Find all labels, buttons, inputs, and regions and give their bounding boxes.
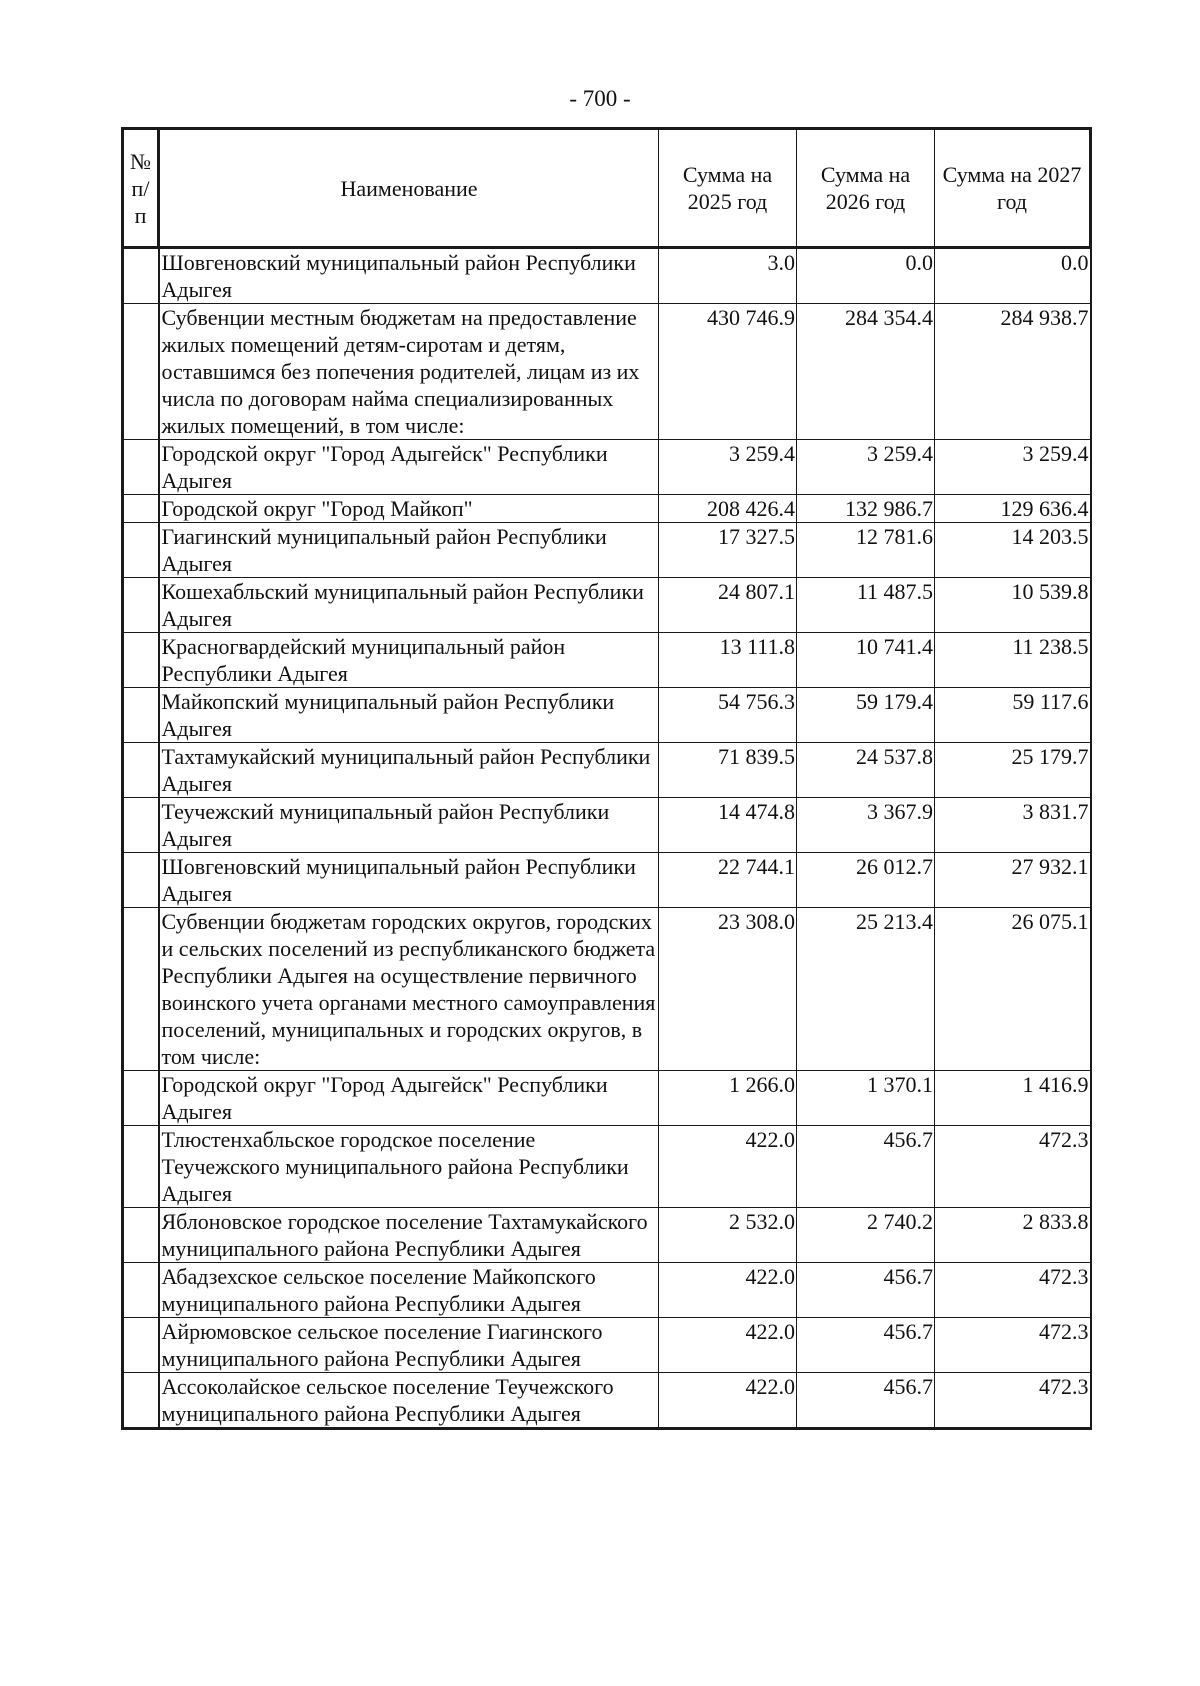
row-number [123, 495, 159, 523]
row-sum-2026: 456.7 [797, 1373, 935, 1429]
row-sum-2027: 2 833.8 [935, 1208, 1091, 1263]
row-sum-2026: 132 986.7 [797, 495, 935, 523]
table-row [123, 908, 1091, 1071]
row-sum-2027: 59 117.6 [935, 688, 1091, 743]
row-sum-2027: 472.3 [935, 1126, 1091, 1208]
header-sum-2025: Сумма на 2025 год [659, 129, 797, 248]
table-row [123, 1071, 1091, 1126]
page-number: - 700 - [569, 86, 631, 111]
row-sum-2027: 472.3 [935, 1263, 1091, 1318]
table-row [123, 495, 1091, 523]
row-number [123, 688, 159, 743]
row-sum-2026: 10 741.4 [797, 633, 935, 688]
row-sum-2027: 284 938.7 [935, 304, 1091, 440]
row-name: Гиагинский муниципальный район Республики Адыгея [159, 523, 659, 578]
row-sum-2025: 422.0 [659, 1126, 797, 1208]
row-sum-2027: 472.3 [935, 1318, 1091, 1373]
row-name: Яблоновское городское поселение Тахтамукайского муниципального района Республики Адыгея [159, 1208, 659, 1263]
row-sum-2027: 472.3 [935, 1373, 1091, 1429]
row-sum-2025: 1 266.0 [659, 1071, 797, 1126]
row-sum-2027: 129 636.4 [935, 495, 1091, 523]
row-sum-2025: 208 426.4 [659, 495, 797, 523]
row-sum-2027: 11 238.5 [935, 633, 1091, 688]
row-sum-2025: 13 111.8 [659, 633, 797, 688]
header-sum-2026: Сумма на 2026 год [797, 129, 935, 248]
row-sum-2025: 2 532.0 [659, 1208, 797, 1263]
row-number [123, 304, 159, 440]
budget-table [121, 127, 1092, 1430]
row-number [123, 440, 159, 495]
row-number [123, 908, 159, 1071]
table-row [123, 1373, 1091, 1429]
row-sum-2025: 422.0 [659, 1263, 797, 1318]
table-row [123, 1208, 1091, 1263]
row-sum-2027: 25 179.7 [935, 743, 1091, 798]
budget-table-container [121, 127, 1089, 1430]
table-row [123, 304, 1091, 440]
row-sum-2026: 2 740.2 [797, 1208, 935, 1263]
row-sum-2026: 284 354.4 [797, 304, 935, 440]
row-sum-2026: 456.7 [797, 1263, 935, 1318]
row-name: Тахтамукайский муниципальный район Республики Адыгея [159, 743, 659, 798]
table-row [123, 248, 1091, 304]
row-number [123, 1071, 159, 1126]
table-row [123, 688, 1091, 743]
row-name: Тлюстенхабльское городское поселение Теучежского муниципального района Республики Адыгея [159, 1126, 659, 1208]
row-number [123, 1126, 159, 1208]
row-name: Субвенции бюджетам городских округов, городских и сельских поселений из республиканского бюджета Республики Адыгея на осуществление первичного воинского учета органами местного самоуправления поселений, муниципальных и городских округов, в том числе: [159, 908, 659, 1071]
row-sum-2026: 456.7 [797, 1318, 935, 1373]
row-sum-2025: 24 807.1 [659, 578, 797, 633]
row-name: Шовгеновский муниципальный район Республики Адыгея [159, 853, 659, 908]
row-name: Майкопский муниципальный район Республики Адыгея [159, 688, 659, 743]
table-row [123, 853, 1091, 908]
row-name: Городской округ "Город Адыгейск" Республики Адыгея [159, 440, 659, 495]
row-sum-2027: 10 539.8 [935, 578, 1091, 633]
row-sum-2025: 422.0 [659, 1373, 797, 1429]
table-row [123, 523, 1091, 578]
header-name: Наименование [159, 129, 659, 248]
row-sum-2026: 1 370.1 [797, 1071, 935, 1126]
row-sum-2027: 1 416.9 [935, 1071, 1091, 1126]
row-sum-2027: 27 932.1 [935, 853, 1091, 908]
row-number [123, 1208, 159, 1263]
row-sum-2026: 12 781.6 [797, 523, 935, 578]
table-row [123, 578, 1091, 633]
row-sum-2027: 0.0 [935, 248, 1091, 304]
row-name: Теучежский муниципальный район Республики Адыгея [159, 798, 659, 853]
row-sum-2025: 54 756.3 [659, 688, 797, 743]
row-sum-2025: 17 327.5 [659, 523, 797, 578]
row-number [123, 1318, 159, 1373]
row-sum-2027: 14 203.5 [935, 523, 1091, 578]
row-number [123, 578, 159, 633]
row-number [123, 633, 159, 688]
row-name: Абадзехское сельское поселение Майкопского муниципального района Республики Адыгея [159, 1263, 659, 1318]
row-number [123, 798, 159, 853]
row-number [123, 1373, 159, 1429]
header-num: № п/п [123, 129, 159, 248]
table-row [123, 633, 1091, 688]
row-sum-2027: 3 259.4 [935, 440, 1091, 495]
row-sum-2025: 22 744.1 [659, 853, 797, 908]
row-sum-2025: 422.0 [659, 1318, 797, 1373]
row-sum-2026: 0.0 [797, 248, 935, 304]
row-sum-2025: 23 308.0 [659, 908, 797, 1071]
table-row [123, 743, 1091, 798]
row-name: Шовгеновский муниципальный район Республики Адыгея [159, 248, 659, 304]
row-sum-2027: 26 075.1 [935, 908, 1091, 1071]
row-sum-2025: 430 746.9 [659, 304, 797, 440]
table-row [123, 1126, 1091, 1208]
row-sum-2025: 3.0 [659, 248, 797, 304]
table-header-row [123, 129, 1091, 248]
row-sum-2026: 11 487.5 [797, 578, 935, 633]
header-sum-2027: Сумма на 2027 год [935, 129, 1091, 248]
row-sum-2026: 3 367.9 [797, 798, 935, 853]
row-sum-2025: 71 839.5 [659, 743, 797, 798]
table-row [123, 1318, 1091, 1373]
table-row [123, 798, 1091, 853]
row-sum-2026: 25 213.4 [797, 908, 935, 1071]
row-name: Айрюмовское сельское поселение Гиагинского муниципального района Республики Адыгея [159, 1318, 659, 1373]
row-sum-2026: 3 259.4 [797, 440, 935, 495]
row-number [123, 743, 159, 798]
row-name: Красногвардейский муниципальный район Республики Адыгея [159, 633, 659, 688]
row-sum-2027: 3 831.7 [935, 798, 1091, 853]
row-sum-2025: 14 474.8 [659, 798, 797, 853]
row-sum-2026: 24 537.8 [797, 743, 935, 798]
row-sum-2026: 59 179.4 [797, 688, 935, 743]
table-row [123, 1263, 1091, 1318]
row-sum-2026: 456.7 [797, 1126, 935, 1208]
row-number [123, 523, 159, 578]
row-name: Кошехабльский муниципальный район Республики Адыгея [159, 578, 659, 633]
row-name: Городской округ "Город Майкоп" [159, 495, 659, 523]
row-sum-2025: 3 259.4 [659, 440, 797, 495]
row-name: Ассоколайское сельское поселение Теучежского муниципального района Республики Адыгея [159, 1373, 659, 1429]
table-body [123, 248, 1091, 1429]
row-sum-2026: 26 012.7 [797, 853, 935, 908]
row-name: Субвенции местным бюджетам на предоставление жилых помещений детям-сиротам и детям, оставшимся без попечения родителей, лицам из их числа по договорам найма специализированных жилых помещений, в том числе: [159, 304, 659, 440]
row-number [123, 853, 159, 908]
row-number [123, 1263, 159, 1318]
row-name: Городской округ "Город Адыгейск" Республики Адыгея [159, 1071, 659, 1126]
table-row [123, 440, 1091, 495]
row-number [123, 248, 159, 304]
